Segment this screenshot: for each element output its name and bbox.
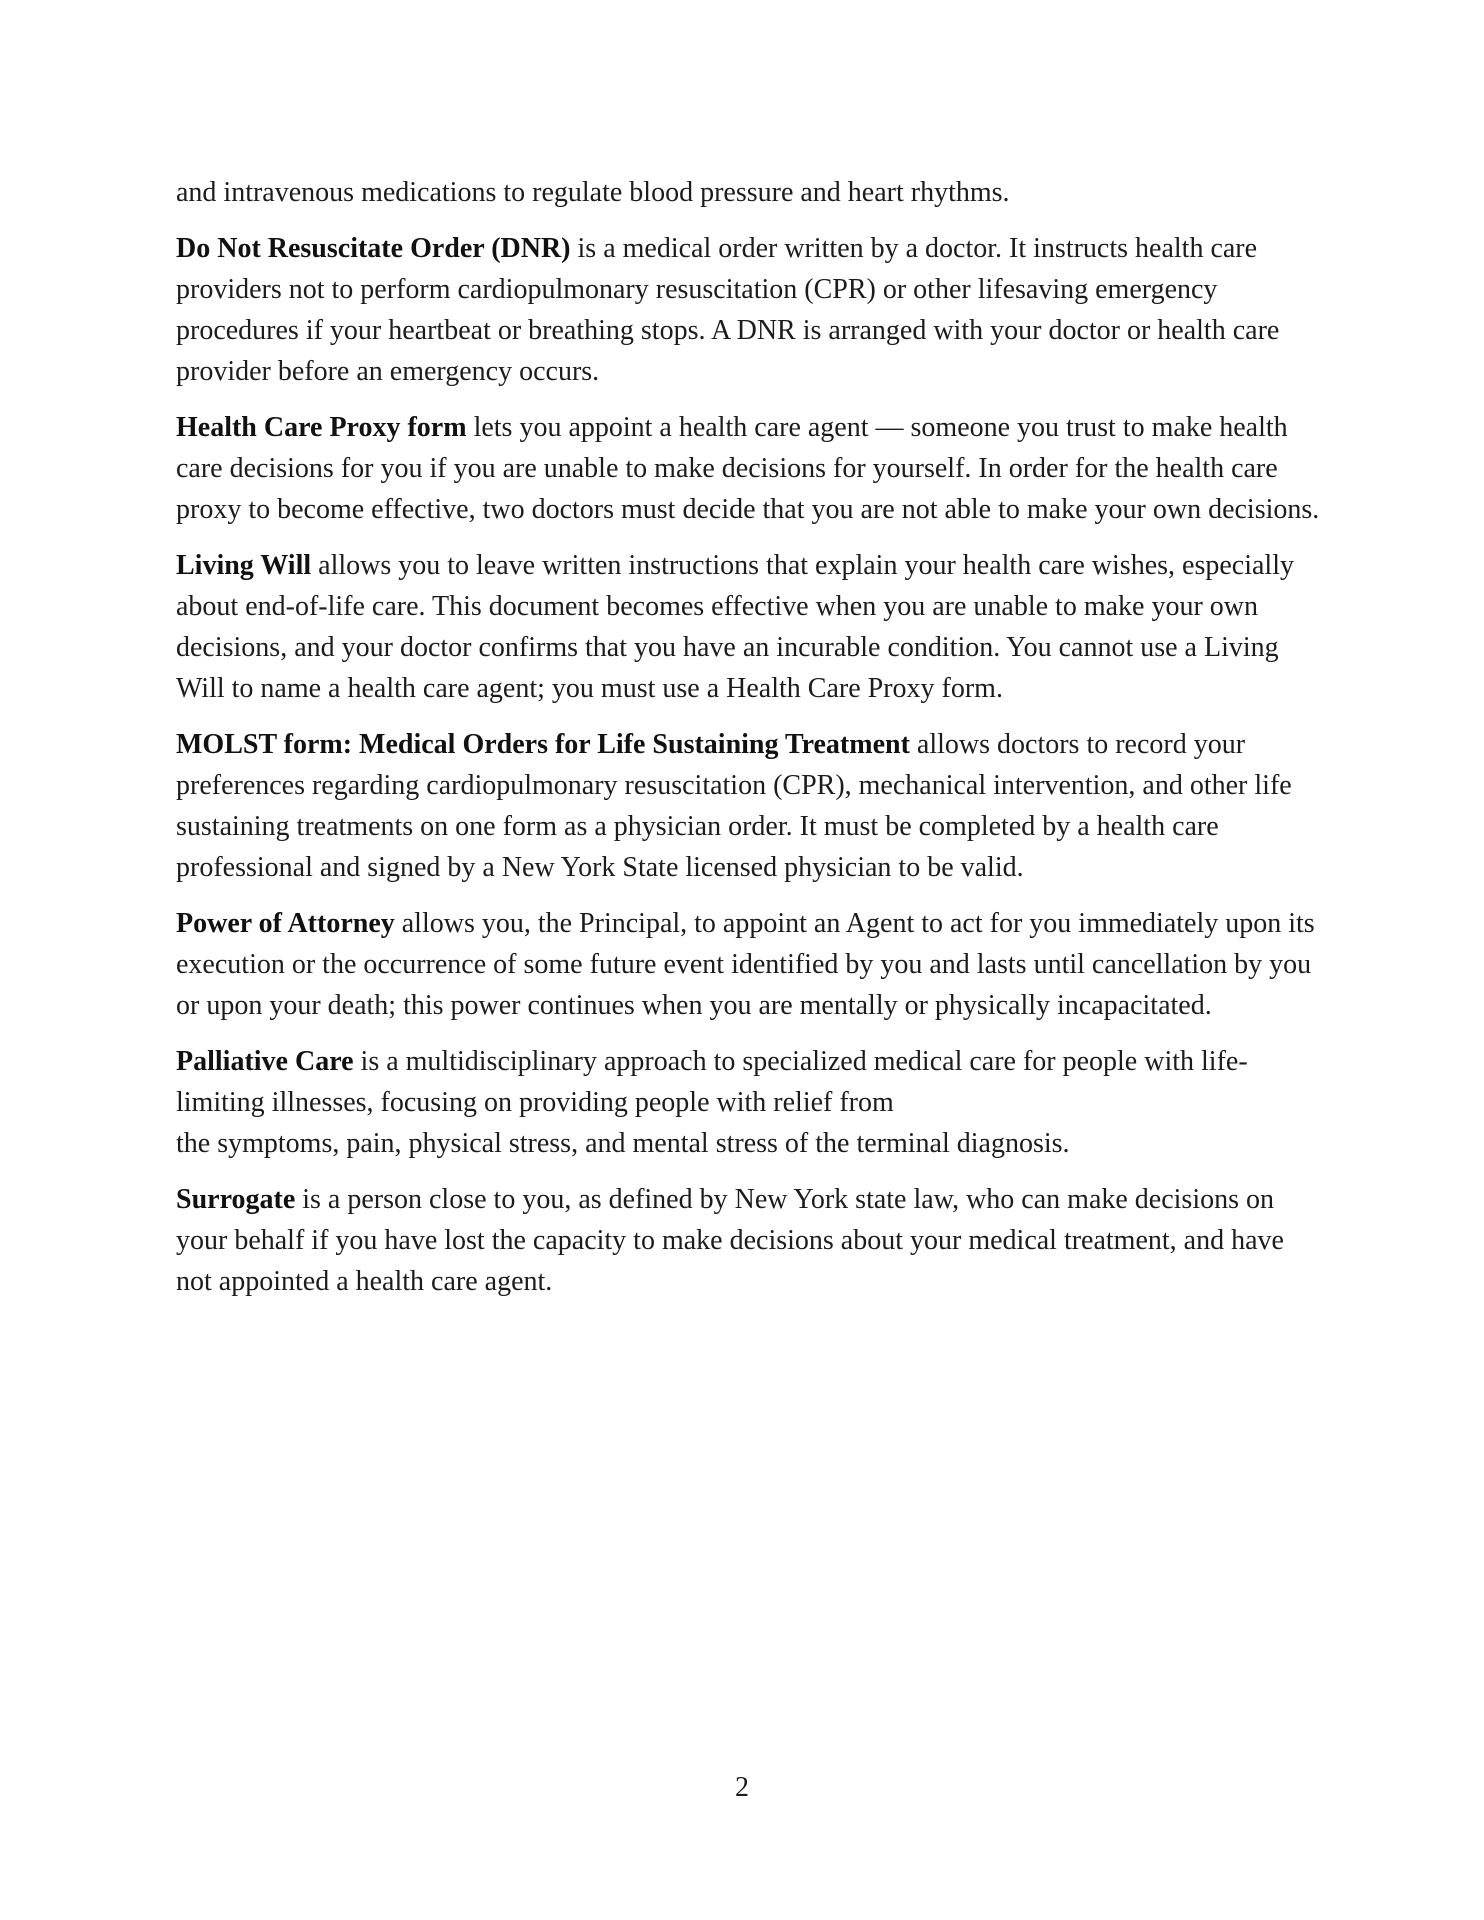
definition-dnr-text: is a medical order written by a doctor. It instructs health care providers not to perform cardiopulmonary resuscitation (CPR) or other lifesaving emergency procedures if your heartbeat or breathing stops. A DNR is arranged with your doctor or health care provider before an emergency occurs. [176, 233, 1280, 387]
term-power-of-attorney: Power of Attorney [176, 908, 395, 939]
definition-power-of-attorney [176, 903, 1326, 1026]
term-dnr: Do Not Resuscitate Order (DNR) [176, 233, 571, 264]
definition-molst-text: allows doctors to record your preferences regarding cardiopulmonary resuscitation (CPR), mechanical intervention, and other life sustaining treatments on one form as a physician order. It must be completed by a health care professional and signed by a New York State licensed physician to be valid. [176, 729, 1292, 883]
intro-paragraph: and intravenous medications to regulate blood pressure and heart rhythms. [176, 177, 1010, 208]
term-health-care-proxy: Health Care Proxy form [176, 412, 467, 443]
definition-health-care-proxy [176, 407, 1326, 530]
term-living-will: Living Will [176, 550, 312, 581]
definition-surrogate-text: is a person close to you, as defined by New York state law, who can make decisions on your behalf if you have lost the capacity to make decisions about your medical treatment, and have not appointed a health care agent. [176, 1184, 1284, 1297]
definition-palliative-care-text-line2: the symptoms, pain, physical stress, and mental stress of the terminal diagnosis. [176, 1128, 1070, 1159]
term-palliative-care: Palliative Care [176, 1046, 354, 1077]
definition-palliative-care-text-line1: is a multidisciplinary approach to specialized medical care for people with life-limiting illnesses, focusing on providing people with relief from [176, 1046, 1248, 1118]
definition-dnr [176, 228, 1326, 392]
document-page [176, 172, 1326, 1317]
definition-molst [176, 724, 1326, 888]
term-molst: MOLST form: Medical Orders for Life Sustaining Treatment [176, 729, 910, 760]
definition-power-of-attorney-text: allows you, the Principal, to appoint an Agent to act for you immediately upon its execution or the occurrence of some future event identified by you and lasts until cancellation by you or upon your death; this power continues when you are mentally or physically incapacitated. [176, 908, 1315, 1021]
definition-living-will [176, 545, 1326, 709]
definition-surrogate [176, 1179, 1326, 1302]
page-number: 2 [735, 1772, 749, 1803]
definition-palliative-care [176, 1041, 1326, 1164]
definition-living-will-text: allows you to leave written instructions that explain your health care wishes, especially about end-of-life care. This document becomes effective when you are unable to make your own decisions, and your doctor confirms that you have an incurable condition. You cannot use a Living Will to name a health care agent; you must use a Health Care Proxy form. [176, 550, 1294, 704]
definition-health-care-proxy-text: lets you appoint a health care agent — someone you trust to make health care decisions for you if you are unable to make decisions for yourself. In order for the health care proxy to become effective, two doctors must decide that you are not able to make your own decisions. [176, 412, 1320, 525]
term-surrogate: Surrogate [176, 1184, 296, 1215]
